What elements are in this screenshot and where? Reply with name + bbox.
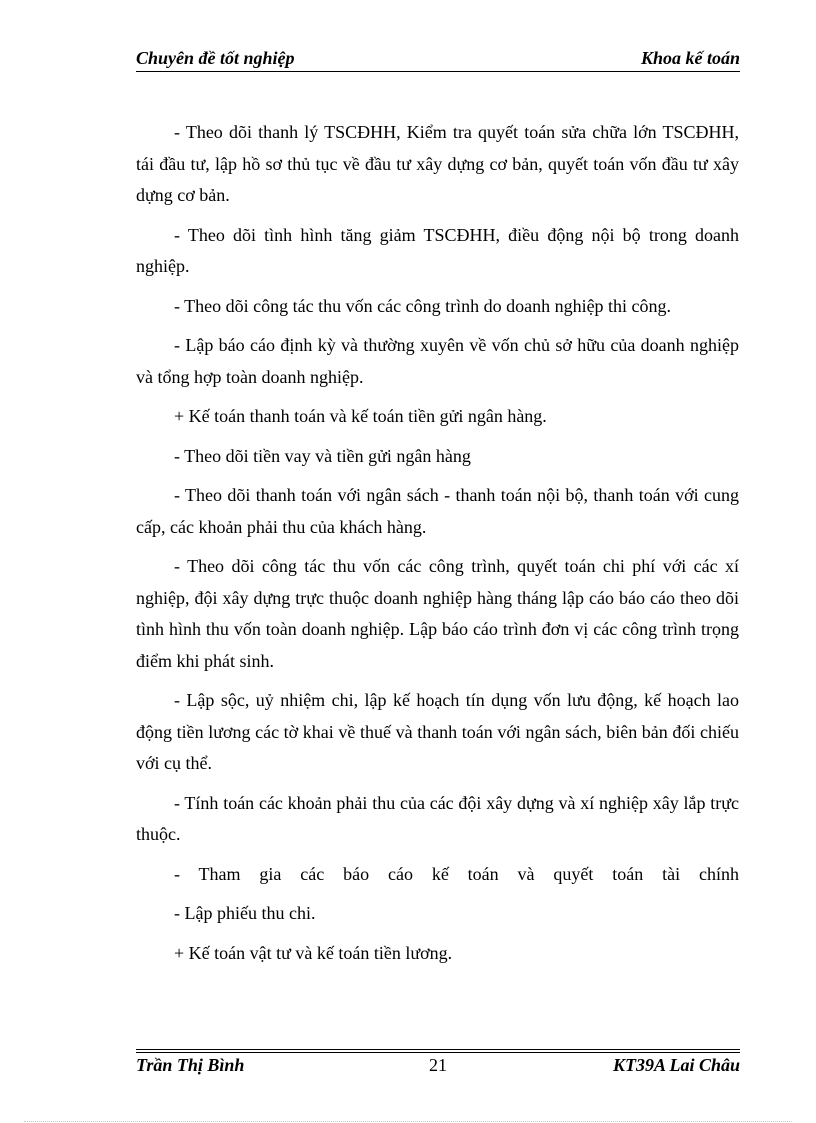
- footer-rule: [136, 1049, 740, 1050]
- body-text: [136, 117, 739, 969]
- paragraph: - Theo dõi thanh toán với ngân sách - thanh toán nội bộ, thanh toán với cung cấp, các khoản phải thu của khách hàng.: [136, 485, 739, 537]
- paragraph: - Theo dõi công tác thu vốn các công trình do doanh nghiệp thi công.: [174, 295, 672, 316]
- section-heading: + Kế toán thanh toán và kế toán tiền gửi ngân hàng.: [174, 406, 547, 426]
- paragraph: - Theo dõi thanh lý TSCĐHH, Kiểm tra quyết toán sửa chữa lớn TSCĐHH, tái đầu tư, lập hồ sơ thủ tục về đầu tư xây dựng cơ bản, quyết toán vốn đầu tư xây dựng cơ bản.: [136, 122, 739, 205]
- paragraph: - Theo dõi tiền vay và tiền gửi ngân hàng: [174, 445, 471, 466]
- footer-rule: [136, 1052, 740, 1053]
- paragraph: - Lập phiếu thu chi.: [174, 903, 316, 923]
- footer-class: KT39A Lai Châu: [612, 1055, 740, 1075]
- paragraph: - Tham gia các báo cáo kế toán và quyết toán tài chính: [174, 863, 739, 884]
- paragraph: - Theo dõi công tác thu vốn các công trình, quyết toán chi phí với các xí nghiệp, đội xây dựng trực thuộc doanh nghiệp hàng tháng lập cáo báo cáo theo dõi tình hình thu vốn toàn doanh nghiệp. Lập báo cáo trình đơn vị các công trình trọng điểm khi phát sinh.: [136, 556, 739, 671]
- page-edge-divider: [24, 1121, 792, 1122]
- paragraph: - Lập sộc, uỷ nhiệm chi, lập kế hoạch tín dụng vốn lưu động, kế hoạch lao động tiền lương các tờ khai về thuế và thanh toán với ngân sách, biên bản đối chiếu với cụ thể.: [136, 690, 739, 773]
- header-title: Chuyên đề tốt nghiệp: [136, 48, 295, 68]
- paragraph: - Theo dõi tình hình tăng giảm TSCĐHH, điều động nội bộ trong doanh nghiệp.: [136, 224, 739, 276]
- page-number: 21: [429, 1055, 447, 1075]
- header-department: Khoa kế toán: [640, 48, 740, 68]
- page-header: [136, 48, 740, 70]
- footer-author: Trần Thị Bình: [136, 1055, 245, 1075]
- section-heading: + Kế toán vật tư và kế toán tiền lương.: [174, 942, 453, 963]
- page-footer: [136, 1055, 740, 1079]
- paragraph: - Tính toán các khoản phải thu của các đội xây dựng và xí nghiệp xây lắp trực thuộc.: [136, 792, 739, 844]
- paragraph: - Lập báo cáo định kỳ và thường xuyên về vốn chủ sở hữu của doanh nghiệp và tổng hợp toàn doanh nghiệp.: [136, 335, 739, 387]
- header-rule: [136, 71, 740, 72]
